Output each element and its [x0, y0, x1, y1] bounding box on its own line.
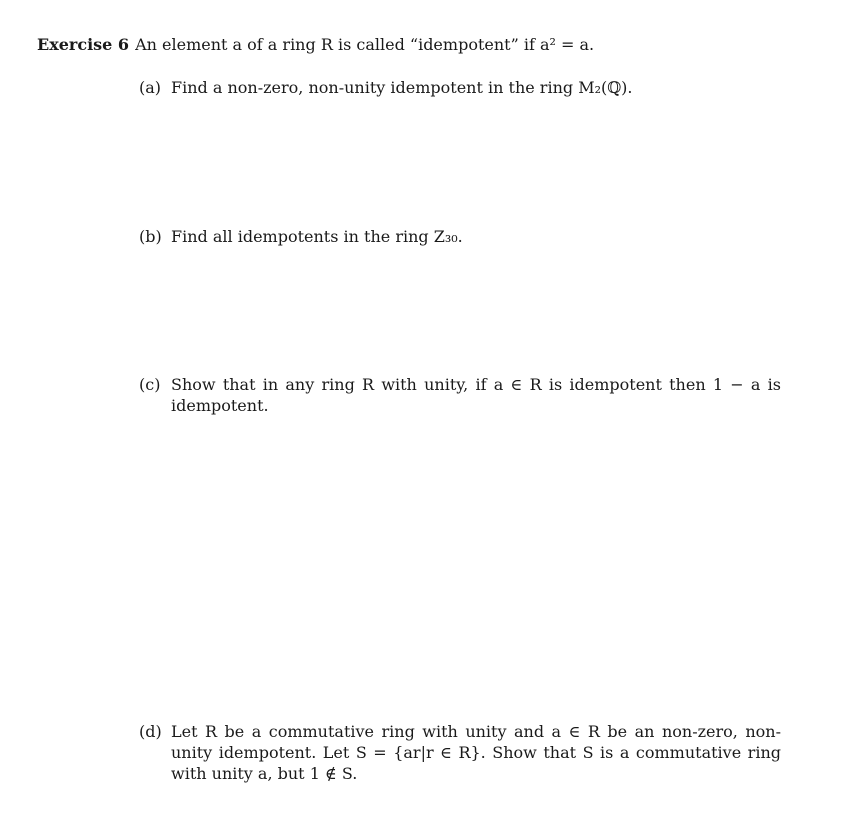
- part-a-label: (a): [139, 78, 162, 97]
- part-a: [139, 77, 781, 98]
- part-d-label: (d): [139, 722, 162, 741]
- part-d: [139, 721, 781, 784]
- part-b: [139, 226, 781, 247]
- part-c: [139, 374, 781, 416]
- exercise-heading: [37, 34, 827, 56]
- part-a-text: Find a non-zero, non-unity idempotent in the ring M₂(ℚ).: [171, 78, 633, 97]
- part-b-label: (b): [139, 227, 162, 246]
- part-b-text: Find all idempotents in the ring Z₃₀.: [171, 227, 463, 246]
- part-d-text: Let R be a commutative ring with unity and a ∈ R be an non-zero, non-unity idempotent. Let S = {ar|r ∈ R}. Show that S is a commutative ring with unity a, but 1 ∉ S.: [171, 722, 781, 783]
- part-c-label: (c): [139, 375, 161, 394]
- part-c-text: Show that in any ring R with unity, if a ∈ R is idempotent then 1 − a is idempotent.: [171, 375, 781, 415]
- exercise-label: Exercise 6: [37, 35, 130, 54]
- exercise-intro: An element a of a ring R is called “idempotent” if a² = a.: [135, 35, 595, 54]
